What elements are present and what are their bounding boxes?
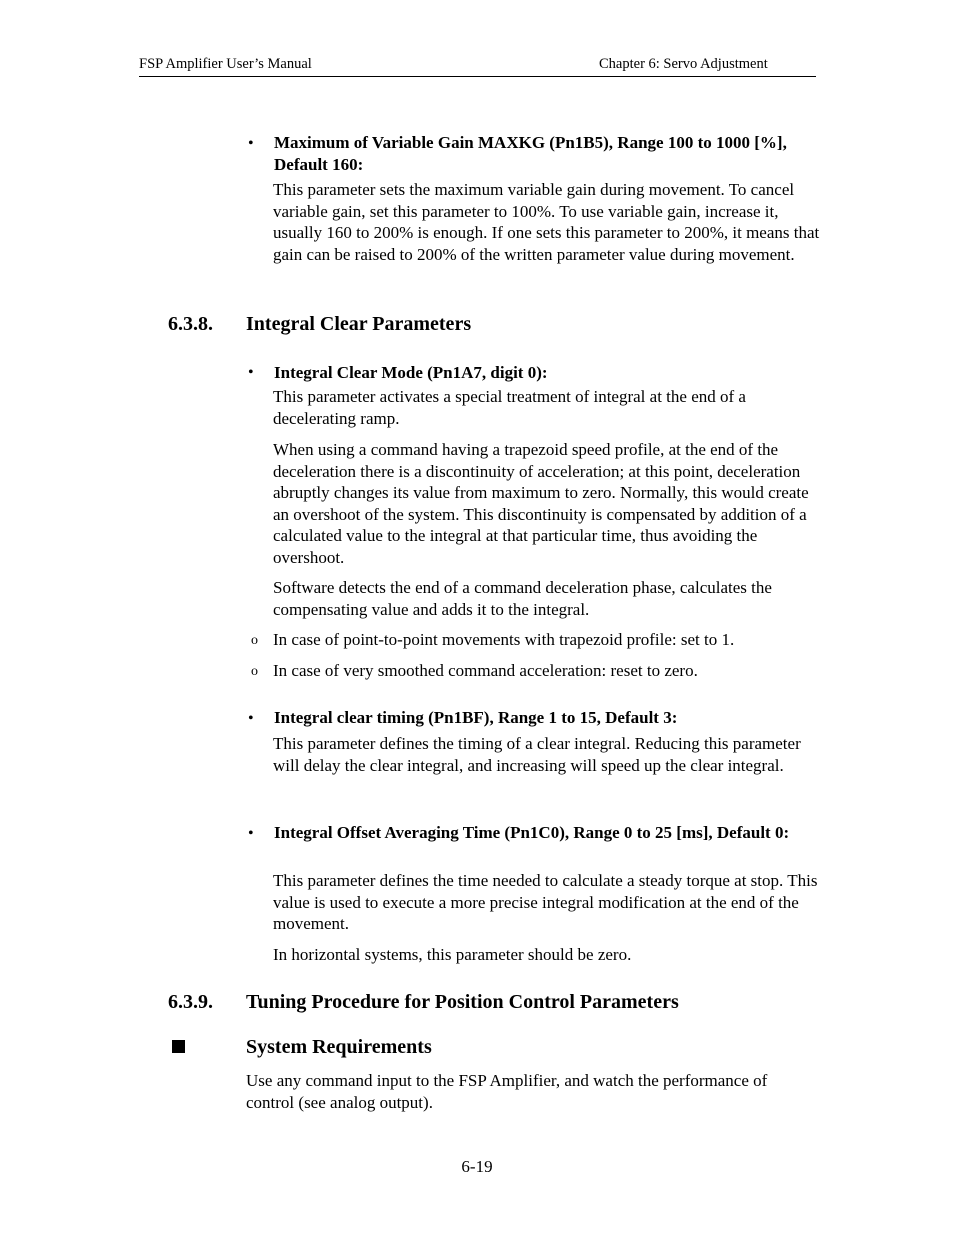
paragraph-clear-mode-1: This parameter activates a special treatment of integral at the end of a decelerating ramp. <box>273 387 746 428</box>
bullet-title-maxkg: Maximum of Variable Gain MAXKG (Pn1B5), Range 100 to 1000 [%], Default 160: <box>274 133 787 174</box>
running-header-right: Chapter 6: Servo Adjustment <box>599 56 768 72</box>
section-title-638: Integral Clear Parameters <box>246 313 472 335</box>
paragraph-clear-mode-2: When using a command having a trapezoid speed profile, at the end of the deceleration there is a discontinuity of acceleration; at this point, deceleration abruptly changes its value from maximum to zero. Normally, this would create an overshoot of the system. This discontinuity is compensated by addition of a calculated value to the integral at that particular time, thus avoiding the overshoot. <box>273 440 809 567</box>
paragraph-offset-avg-2: In horizontal systems, this parameter should be zero. <box>273 945 632 964</box>
running-header-left: FSP Amplifier User’s Manual <box>139 56 312 72</box>
paragraph-maxkg: This parameter sets the maximum variable gain during movement. To cancel variable gain, set this parameter to 100%. To use variable gain, increase it, usually 160 to 200% is enough. If one sets this parameter to 200%, it means that gain can be raised to 200% of the written parameter value during movement. <box>273 180 820 264</box>
section-number-638: 6.3.8. <box>168 313 213 335</box>
circle-bullet-icon: o <box>251 633 258 648</box>
bullet-icon: • <box>248 825 254 842</box>
circle-bullet-icon: o <box>251 664 258 679</box>
system-requirements-heading: System Requirements <box>246 1036 432 1058</box>
paragraph-clear-mode-3: Software detects the end of a command deceleration phase, calculates the compensating value and adds it to the integral. <box>273 578 772 619</box>
paragraph-system-requirements: Use any command input to the FSP Amplifier, and watch the performance of control (see analog output). <box>246 1071 768 1112</box>
paragraph-offset-avg-1: This parameter defines the time needed to calculate a steady torque at stop. This value is used to execute a more precise integral modification at the end of the movement. <box>273 871 818 933</box>
section-number-639: 6.3.9. <box>168 991 213 1013</box>
sub-item-point-to-point: In case of point-to-point movements with trapezoid profile: set to 1. <box>273 630 735 649</box>
bullet-title-clear-timing: Integral clear timing (Pn1BF), Range 1 to 15, Default 3: <box>274 708 678 727</box>
bullet-icon: • <box>248 364 254 381</box>
header-rule <box>139 76 816 77</box>
bullet-icon: • <box>248 135 254 152</box>
bullet-icon: • <box>248 710 254 727</box>
sub-item-smoothed: In case of very smoothed command acceleration: reset to zero. <box>273 661 698 680</box>
bullet-title-offset-avg: Integral Offset Averaging Time (Pn1C0), Range 0 to 25 [ms], Default 0: <box>274 823 790 842</box>
bullet-title-clear-mode: Integral Clear Mode (Pn1A7, digit 0): <box>274 363 548 382</box>
section-title-639: Tuning Procedure for Position Control Parameters <box>246 991 679 1013</box>
square-bullet-icon <box>172 1040 185 1053</box>
paragraph-clear-timing: This parameter defines the timing of a clear integral. Reducing this parameter will delay the clear integral, and increasing will speed up the clear integral. <box>273 734 801 775</box>
page-number: 6-19 <box>461 1157 493 1176</box>
